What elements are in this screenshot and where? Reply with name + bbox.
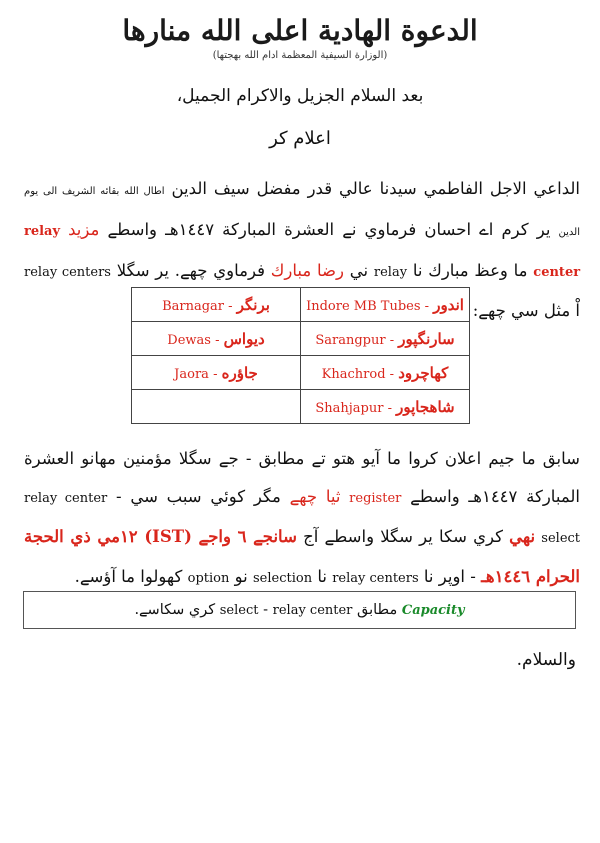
p2-text-3: مگر كوئي سبب سي <box>130 487 281 506</box>
p2-register: register <box>349 491 402 506</box>
p2-option: option <box>187 571 230 586</box>
p2-text-1: سابق ما جيم اعلان كروا ما آيو هتو تے مطابق - جے سگلا مؤمنين مهانو العشرة المباركة ١٤٤٧هـ واسطے <box>24 449 580 506</box>
capacity-select: select <box>219 602 259 618</box>
capacity-note-box: Capacity مطابق relay center - select كري سكاسے. <box>23 591 576 629</box>
p2-deadline: سانجے ٦ واجے (IST) ١٢مي ذي الحجة الحرام ١٤٤٦هـ <box>24 527 580 586</box>
letterhead-seal <box>0 14 600 61</box>
p2-text-2: ثيا چھے <box>289 487 341 506</box>
capacity-text-2: كري سكاسے. <box>134 602 216 618</box>
p2-text-6: نا <box>317 567 327 586</box>
p1-raza-mubarak: رضا مبارك <box>270 261 344 280</box>
p2-nahi: نهي <box>509 527 536 546</box>
table-cell-empty <box>132 390 301 424</box>
p2-selection: selection <box>252 571 313 586</box>
paragraph-registration: سابق ما جيم اعلان كروا ما آيو هتو تے مطابق - جے سگلا مؤمنين مهانو العشرة المباركة ١٤٤٧هـ واسطے register ثيا چھے مگر كوئي سبب سي relay center - select نهي كري سكا ير سگلا واسطے آج سانجے ٦ واجے (IST) ١٢مي ذي الحجة الحرام ١٤٤٦هـ - اوپر نا relay centers نا selection نو option كهولوا ما آؤسے. <box>24 449 581 586</box>
table-cell: جاؤره - Jaora <box>132 356 301 390</box>
p2-relay-centers: relay centers <box>332 571 419 586</box>
table-cell: ديواس - Dewas <box>132 322 301 356</box>
p1-text-5: اْ مثل سي چھے: <box>472 301 580 320</box>
p1-relay-centers: relay centers <box>24 265 111 280</box>
table-row <box>132 288 470 322</box>
p2-text-5: - اوپر نا <box>423 567 476 586</box>
greeting: بعد السلام الجزيل والاكرام الجميل، <box>176 86 424 106</box>
p2-text-7: نو <box>234 567 248 586</box>
relay-centers-table <box>131 287 470 424</box>
p1-mazeed: مزيد <box>68 220 100 239</box>
p1-relay-center: relay center <box>24 224 581 280</box>
table-row <box>132 322 470 356</box>
p1-text-2: ير كرم اے احسان فرماوي نے العشرة المباركة ١٤٤٧هـ واسطے <box>107 220 551 239</box>
p2-select: select <box>541 531 581 546</box>
p1-dua: اطال الله بقائه الشريف الى يوم الدين <box>24 186 580 238</box>
table-cell: برنگر - Barnagar <box>132 288 301 322</box>
table-cell: اندور - Indore MB Tubes <box>301 288 470 322</box>
p2-relay-center: relay center <box>24 491 108 506</box>
notice-title: اعلام كر <box>269 128 331 149</box>
table-cell: سارنگپور - Sarangpur <box>301 322 470 356</box>
table-cell: شاهجاپور - Shahjapur <box>301 390 470 424</box>
p1-text-1: الداعي الاجل الفاطمي سيدنا عالي قدر مفضل سيف الدين <box>171 179 580 198</box>
p2-text-4: كري سكا ير سگلا واسطے آج <box>303 527 503 546</box>
seal-subtitle: (الوزارة السيفية المعظمة ادام الله بهجتها) <box>212 50 388 61</box>
p1-text-4: فرماوي چھے. ير سگلا <box>116 261 265 280</box>
table-row <box>132 356 470 390</box>
table-row <box>132 390 470 424</box>
capacity-relay-center: relay center <box>272 602 353 618</box>
seal-title: الدعوة الهادية اعلى الله منارها <box>122 14 478 47</box>
p1-text-3: ما وعظ مبارك نا <box>412 261 528 280</box>
capacity-label: Capacity <box>401 602 465 618</box>
p1-relay: relay <box>373 265 408 280</box>
closing-salutation: والسلام. <box>516 650 576 670</box>
table-cell: كهاچرود - Khachrod <box>301 356 470 390</box>
p2-text-8: كهولوا ما آؤسے. <box>74 567 183 586</box>
capacity-text-1: مطابق <box>357 602 398 618</box>
p1-ni: ني <box>349 261 369 280</box>
